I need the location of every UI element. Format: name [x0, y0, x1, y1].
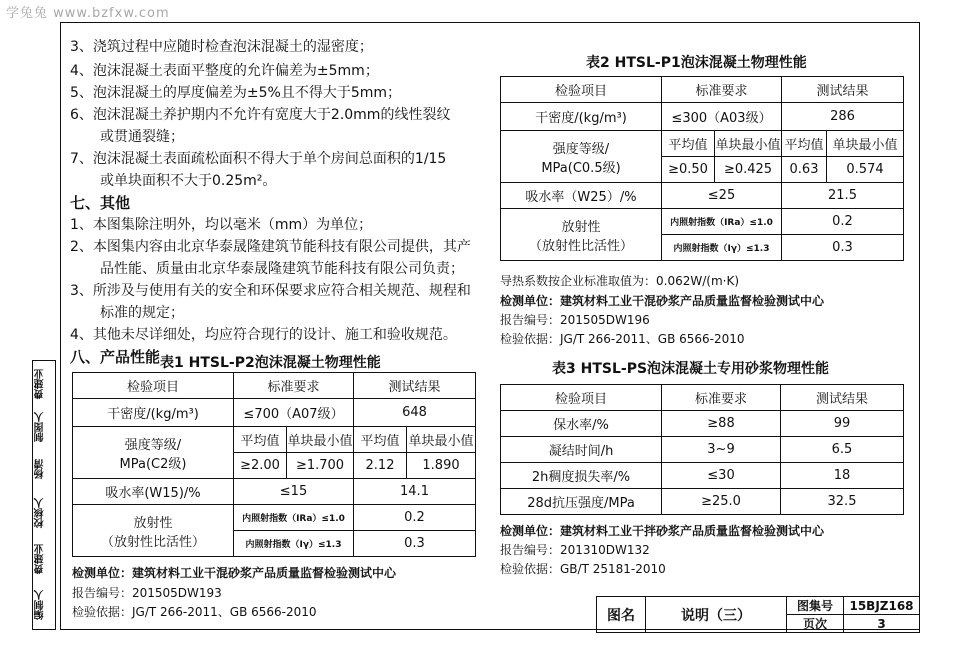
table3-res: 99 — [781, 411, 904, 437]
title-block — [596, 596, 920, 633]
atlas-label: 图集号 — [787, 597, 844, 615]
table1-caption: 表1 HTSL-P2泡沫混凝土物理性能 — [160, 355, 381, 371]
table1-basis: 检验依据：JG/T 266-2011、GB 6566-2010 — [72, 605, 317, 619]
table3-header-req: 标准要求 — [662, 385, 781, 411]
table1-min-head: 单块最小值 — [287, 427, 354, 453]
table2-avg-head: 平均值 — [782, 131, 827, 157]
section-heading: 八、产品性能 — [70, 348, 161, 366]
table2-cell: ≥0.50 — [662, 157, 715, 183]
table2-rad-res: 0.3 — [782, 235, 904, 261]
table3-header-res: 测试结果 — [781, 385, 904, 411]
table2-rad-label: 放射性 （放射性比活性） — [501, 209, 662, 261]
text-line: 4、其他未尽详细处，均应符合现行的设计、施工和验收规范。 — [70, 327, 457, 343]
table2-density-req: ≤300（A03级） — [662, 103, 782, 131]
signature-sidebar — [32, 360, 56, 630]
table1-cell: ≥1.700 — [287, 453, 354, 479]
table1 — [72, 372, 476, 557]
table1-water-res: 14.1 — [354, 479, 476, 505]
table2-conductivity: 导热系数按企业标准取值为：0.062W/(m·K) — [500, 274, 739, 288]
table1-avg-head: 平均值 — [234, 427, 287, 453]
table2-min-head: 单块最小值 — [827, 131, 904, 157]
table1-rad-label: 放射性 （放射性比活性） — [73, 505, 234, 557]
table2-basis: 检验依据：JG/T 266-2011、GB 6566-2010 — [500, 332, 745, 346]
table2-rad-req: 内照射指数（IRa）≤1.0 — [662, 209, 782, 235]
page-label: 页次 — [787, 615, 844, 633]
table1-density-req: ≤700（A07级） — [234, 399, 354, 427]
table1-rad-req: 内照射指数（Iγ）≤1.3 — [234, 531, 354, 557]
table2-rad-res: 0.2 — [782, 209, 904, 235]
text-line: 1、本图集除注明外，均以毫米（mm）为单位； — [70, 217, 373, 233]
table3-caption: 表3 HTSL-PS泡沫混凝土专用砂浆物理性能 — [552, 361, 830, 377]
table2 — [500, 76, 904, 261]
text-line: 2、本图集内容由北京华泰晟隆建筑节能科技有限公司提供，其产 — [70, 239, 471, 255]
table3-item: 保水率/% — [501, 411, 662, 437]
table3-res: 6.5 — [781, 437, 904, 463]
table1-water-label: 吸水率(W15)/% — [73, 479, 234, 505]
section-heading: 七、其他 — [70, 194, 131, 212]
table1-rad-res: 0.2 — [354, 505, 476, 531]
table3-report: 报告编号：201310DW132 — [500, 543, 650, 557]
table3-req: ≤30 — [662, 463, 781, 489]
watermark: 学兔兔 www.bzfxw.com — [6, 6, 170, 21]
table2-report: 报告编号：201505DW196 — [500, 313, 650, 327]
table1-cell: ≥2.00 — [234, 453, 287, 479]
table3-req: ≥88 — [662, 411, 781, 437]
table3-item: 凝结时间/h — [501, 437, 662, 463]
table2-rad-req: 内照射指数（Iγ）≤1.3 — [662, 235, 782, 261]
table2-water-res: 21.5 — [782, 183, 904, 209]
sidebar-field: 编制人 — [35, 590, 46, 620]
table2-cell: ≥0.425 — [715, 157, 782, 183]
table3-res: 32.5 — [781, 489, 904, 515]
table2-water-label: 吸水率（W25）/% — [501, 183, 662, 209]
table2-avg-head: 平均值 — [662, 131, 715, 157]
table1-header-item: 检验项目 — [73, 373, 234, 399]
table1-unit: 检测单位：建筑材料工业干混砂浆产品质量监督检验测试中心 — [72, 566, 397, 580]
table1-density-label: 干密度/(kg/m³) — [73, 399, 234, 427]
table1-report: 报告编号：201505DW193 — [72, 586, 222, 600]
table1-cell: 1.890 — [407, 453, 476, 479]
sidebar-field: 杨清 — [35, 459, 46, 479]
text-line: 3、所涉及与使用有关的安全和环保要求应符合相关规范、规程和 — [70, 283, 471, 299]
table3-unit: 检测单位：建筑材料工业干拌砂浆产品质量监督检验测试中心 — [500, 524, 825, 538]
figname: 说明（三） — [646, 597, 787, 633]
table1-strength-label: 强度等级/ MPa(C2级) — [73, 427, 234, 479]
table3-header-item: 检验项目 — [501, 385, 662, 411]
table1-rad-res: 0.3 — [354, 531, 476, 557]
table3-req: ≥25.0 — [662, 489, 781, 515]
page-number: 3 — [844, 615, 920, 633]
text-line: 或单块面积不大于0.25m²。 — [100, 173, 277, 189]
atlas-number: 15BJZ168 — [844, 597, 920, 615]
text-line: 6、泡沫混凝土养护期内不允许有宽度大于2.0mm的线性裂纹 — [70, 107, 451, 123]
table2-density-label: 干密度/(kg/m³) — [501, 103, 662, 131]
text-line: 或贯通裂缝； — [100, 129, 184, 145]
table3-req: 3~9 — [662, 437, 781, 463]
sidebar-field: 制图人 — [35, 412, 46, 442]
text-line: 3、浇筑过程中应随时检查泡沫混凝土的湿密度； — [70, 39, 373, 55]
text-line: 5、泡沫混凝土的厚度偏差为±5%且不得大于5mm； — [70, 85, 402, 101]
table2-unit: 检测单位：建筑材料工业干混砂浆产品质量监督检验测试中心 — [500, 294, 825, 308]
table1-avg-head: 平均值 — [354, 427, 407, 453]
table2-cell: 0.63 — [782, 157, 827, 183]
table2-min-head: 单块最小值 — [715, 131, 782, 157]
table2-density-res: 286 — [782, 103, 904, 131]
table2-header-req: 标准要求 — [662, 77, 782, 103]
table3-item: 2h稠度损失率/% — [501, 463, 662, 489]
table1-rad-req: 内照射指数（IRa）≤1.0 — [234, 505, 354, 531]
table1-density-res: 648 — [354, 399, 476, 427]
table1-water-req: ≤15 — [234, 479, 354, 505]
text-line: 品性能、质量由北京华泰晟隆建筑节能科技有限公司负责； — [100, 261, 464, 277]
table1-header-req: 标准要求 — [234, 373, 354, 399]
sidebar-field: 费建业 — [35, 369, 46, 399]
table1-min-head: 单块最小值 — [407, 427, 476, 453]
table2-cell: 0.574 — [827, 157, 904, 183]
table3 — [500, 384, 904, 515]
table1-header-res: 测试结果 — [354, 373, 476, 399]
table1-cell: 2.12 — [354, 453, 407, 479]
text-line: 标准的规定； — [100, 305, 184, 321]
table2-water-req: ≤25 — [662, 183, 782, 209]
table3-item: 28d抗压强度/MPa — [501, 489, 662, 515]
sidebar-field: 费建业 — [35, 544, 46, 574]
table2-strength-label: 强度等级/ MPa(C0.5级) — [501, 131, 662, 183]
table2-header-item: 检验项目 — [501, 77, 662, 103]
sidebar-field: 校核人 — [35, 498, 46, 528]
text-line: 4、泡沫混凝土表面平整度的允许偏差为±5mm； — [70, 63, 379, 79]
text-line: 7、泡沫混凝土表面疏松面积不得大于单个房间总面积的1/15 — [70, 151, 447, 167]
table2-header-res: 测试结果 — [782, 77, 904, 103]
table2-caption: 表2 HTSL-P1泡沫混凝土物理性能 — [586, 55, 807, 71]
table3-basis: 检验依据：GB/T 25181-2010 — [500, 562, 666, 576]
table3-res: 18 — [781, 463, 904, 489]
figname-label: 图名 — [597, 597, 646, 633]
